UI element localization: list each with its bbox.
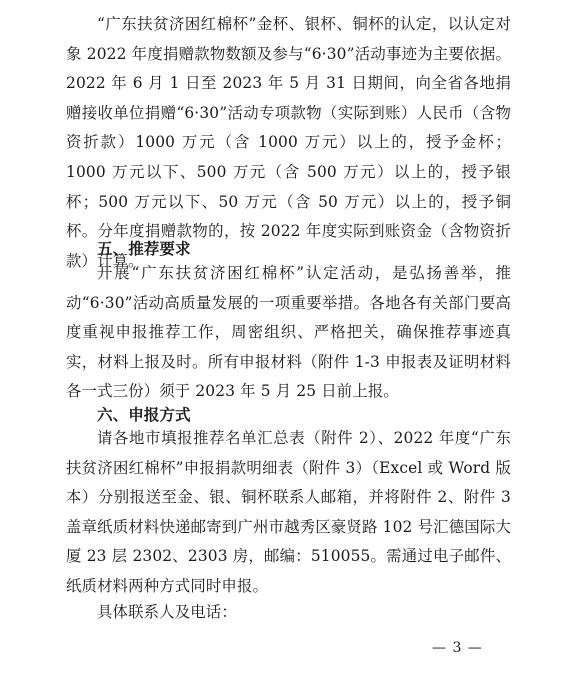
method-paragraph: 请各地市填报推荐名单汇总表（附件 2）、2022 年度“广东扶贫济困红棉杯”申报捐款明细表（附件 3）（Excel 或 Word 版本）分别报送至金、银、铜杯联系人邮箱，并将附件 2、附件 3 盖章纸质材料快递邮寄到广州市越秀区豪贤路 102 号汇德国际大厦 23 层 2302、2303 房，邮编：510055。需通过电子邮件、纸质材料两种方式同时申报。 xyxy=(66,429,511,595)
cup-criteria-paragraph: “广东扶贫济困红棉杯”金杯、银杯、铜杯的认定，以认定对象 2022 年度捐赠款物数额及参与“6·30”活动事迹为主要依据。2022 年 6 月 1 日至 2023 年 5 月 31 日期间，向全省各地捐赠接收单位捐赠“6·30”活动专项款物（实际到账）人民币（含物资折款）1000 万元（含 1000 万元）以上的，授予金杯；1000 万元以下、500 万元（含 500 万元）以上的，授予银杯；500 万元以下、50 万元（含 50 万元）以上的，授予铜杯。分年度捐赠款物的，按 2022 年度实际到账资金（含物资折款）计算。 xyxy=(66,15,511,270)
section-heading-requirements: 五、推荐要求 xyxy=(97,240,191,258)
requirements-paragraph: 开展“广东扶贫济困红棉杯”认定活动，是弘扬善举，推动“6·30”活动高质量发展的一项重要举措。各地各有关部门要高度重视申报推荐工作，周密组织、严格把关，确保推荐事迹真实，材料上报及时。所有申报材料（附件 1-3 申报表及证明材料各一式三份）须于 2023 年 5 月 25 日前上报。 xyxy=(66,264,511,401)
page-number: — 3 — xyxy=(432,640,483,656)
contacts-paragraph: 具体联系人及电话： xyxy=(97,603,237,621)
section-heading-method: 六、申报方式 xyxy=(97,406,191,424)
